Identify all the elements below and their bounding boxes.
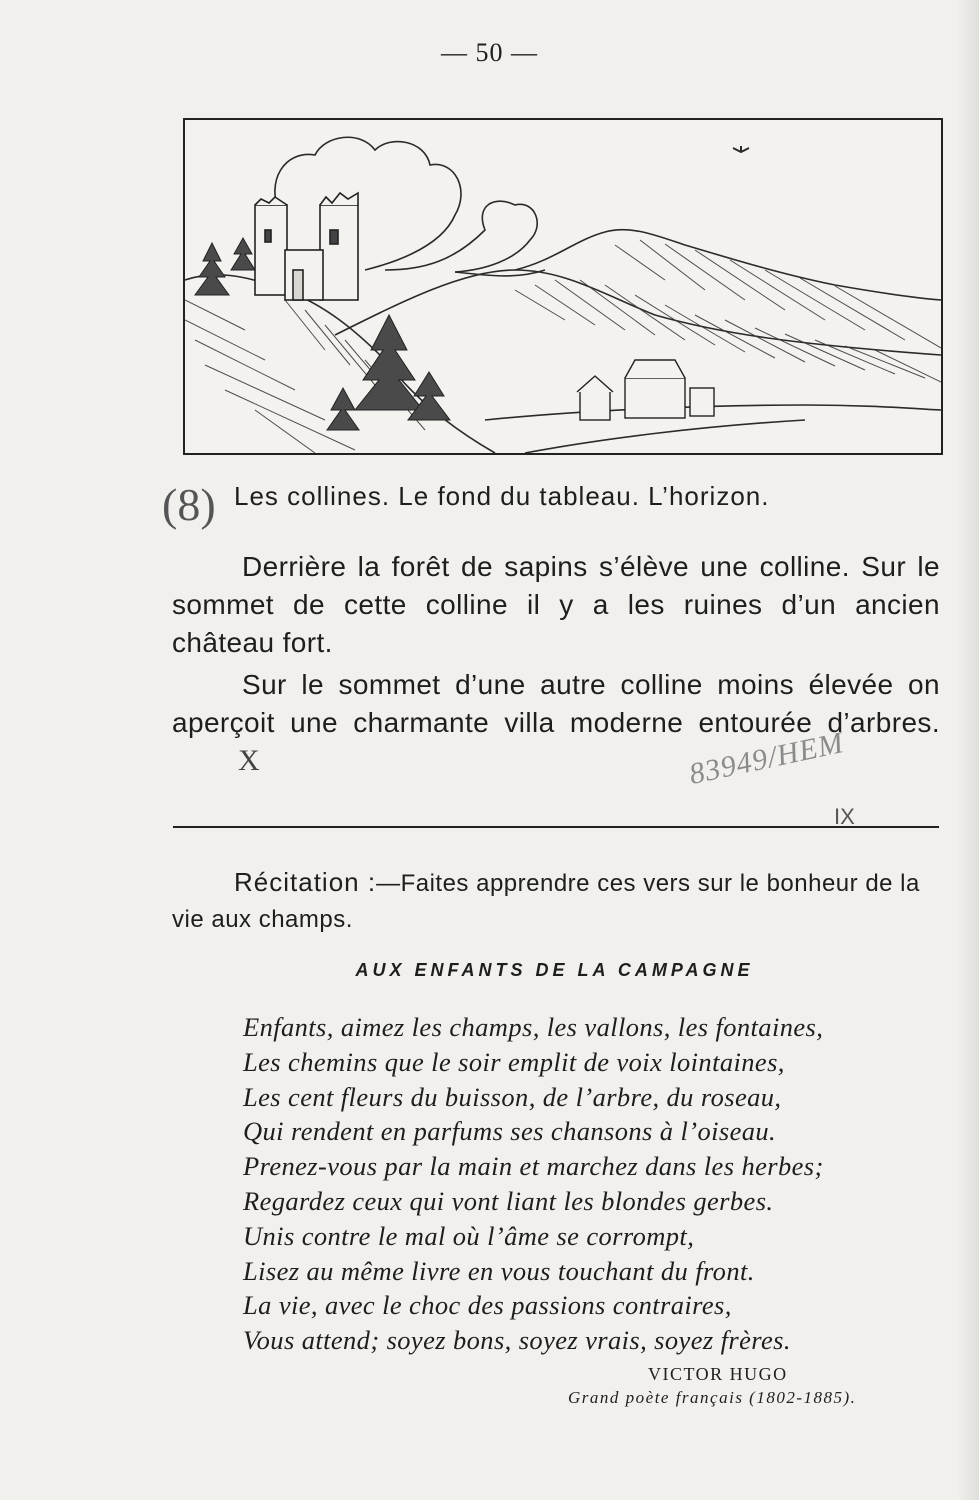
poem-line: Lisez au même livre en vous touchant du front. bbox=[243, 1255, 755, 1286]
recitation-text: —Faites apprendre ces vers sur le bonheur de la vie aux champs. bbox=[172, 870, 920, 933]
distant-mountain bbox=[515, 230, 941, 300]
poem-line: Vous attend; soyez bons, soyez vrais, soyez frères. bbox=[243, 1325, 791, 1356]
poem-line: Unis contre le mal où l’âme se corrompt, bbox=[243, 1220, 695, 1251]
recitation-instruction bbox=[172, 864, 940, 938]
lesson-title: Les collines. Le fond du tableau. L’horizon. bbox=[234, 481, 770, 511]
poem bbox=[243, 1010, 824, 1358]
poem-line: Qui rendent en parfums ses chansons à l’oiseau. bbox=[243, 1116, 777, 1147]
castle-wall bbox=[285, 250, 323, 300]
poem-line: La vie, avec le choc des passions contraires, bbox=[243, 1290, 732, 1321]
fir-tree bbox=[355, 315, 423, 410]
poem-line: Prenez-vous par la main et marchez dans les herbes; bbox=[243, 1151, 824, 1182]
page-edge-shadow bbox=[957, 0, 979, 1500]
landscape-illustration bbox=[183, 118, 943, 455]
handwritten-stamp-mark: IX bbox=[834, 804, 855, 829]
castle-tower bbox=[320, 205, 358, 300]
lesson-number: (8) bbox=[162, 479, 216, 530]
villa bbox=[625, 378, 685, 418]
poem-title: AUX ENFANTS DE LA CAMPAGNE bbox=[355, 960, 754, 980]
lesson-paragraph: Derrière la forêt de sapins s’élève une colline. Sur le sommet de cette colline il y a les ruines d’un ancien château fort. bbox=[172, 551, 940, 658]
recitation-label: Récitation : bbox=[234, 867, 377, 897]
poem-author: VICTOR HUGO bbox=[648, 1364, 788, 1384]
road bbox=[525, 420, 805, 453]
fir-tree bbox=[231, 238, 255, 270]
poem-line: Les chemins que le soir emplit de voix lointaines, bbox=[243, 1046, 785, 1077]
cloud bbox=[385, 201, 537, 272]
poem-line: Les cent fleurs du buisson, de l’arbre, du roseau, bbox=[243, 1081, 782, 1112]
handwritten-x-mark: X bbox=[238, 744, 261, 777]
middle-hill bbox=[335, 270, 941, 355]
lesson-paragraph-text: Sur le sommet d’une autre colline moins élevée on aperçoit une charmante villa moderne entourée d’arbres. bbox=[172, 669, 940, 738]
poem-line: Regardez ceux qui vont liant les blondes gerbes. bbox=[243, 1185, 774, 1216]
page-number: — 50 — bbox=[441, 38, 538, 67]
poem-author-description: Grand poète français (1802-1885). bbox=[568, 1388, 857, 1407]
section-divider bbox=[173, 826, 939, 828]
fir-tree bbox=[327, 388, 359, 430]
castle-tower bbox=[255, 205, 287, 295]
handwritten-stamp-number: 83949/HEM bbox=[686, 726, 847, 792]
fir-tree bbox=[195, 243, 229, 295]
bird bbox=[733, 146, 749, 152]
poem-line: Enfants, aimez les champs, les vallons, les fontaines, bbox=[243, 1012, 824, 1042]
